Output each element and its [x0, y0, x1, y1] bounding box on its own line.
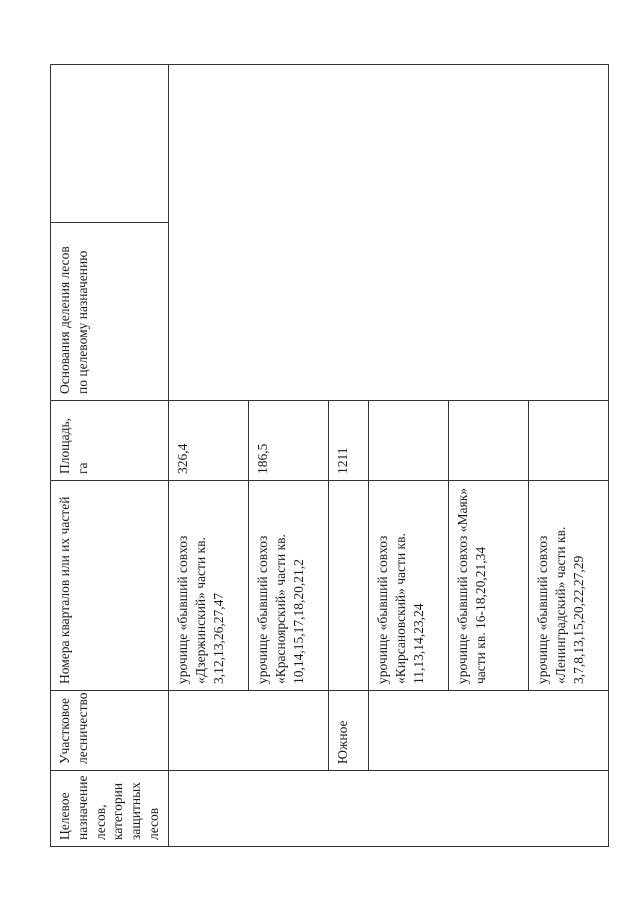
forestry-cell: Южное [328, 691, 368, 771]
quarters-cell [328, 481, 368, 691]
area-cell [448, 401, 528, 481]
purpose-cell [168, 771, 608, 847]
header-quarters: Номера кварталов или их частей [51, 481, 169, 691]
quarters-cell: урочище «бывший совхоз «Ленинградский» части кв. 3,7,8,13,15,20,22,27,29 [528, 481, 608, 691]
area-cell: 326,4 [168, 401, 248, 481]
header-forestry: Участковое лесничество [51, 691, 169, 771]
area-cell: 186,5 [248, 401, 328, 481]
forestry-cell [168, 691, 248, 771]
rotated-table-page [50, 65, 586, 847]
forestry-cell [248, 691, 328, 771]
header-row [51, 65, 169, 847]
blank-header-cell [51, 65, 169, 223]
quarters-cell: урочище «бывший совхоз «Кирсановский» части кв. 11,13,14,23,24 [368, 481, 448, 691]
header-purpose: Целевое назначение лесов, категории защитных лесов [51, 771, 169, 847]
basis-cell [168, 65, 608, 401]
quarters-cell: урочище «бывший совхоз «Маяк» части кв. 16-18,20,21,34 [448, 481, 528, 691]
forestry-cell [528, 691, 608, 771]
header-basis: Основания деления лесов по целевому назначению [51, 223, 169, 401]
quarters-cell: урочище «бывший совхоз «Красноярский» части кв. 10,14,15,17,18,20,21,2 [248, 481, 328, 691]
area-cell [368, 401, 448, 481]
forestry-cell [448, 691, 528, 771]
forest-purpose-table [50, 64, 609, 847]
area-cell [528, 401, 608, 481]
forestry-cell [368, 691, 448, 771]
header-area: Площадь, га [51, 401, 169, 481]
quarters-cell: урочище «бывший совхоз «Дзержинский» части кв. 3,12,13,26,27,47 [168, 481, 248, 691]
table-row [168, 65, 248, 847]
area-cell: 1211 [328, 401, 368, 481]
